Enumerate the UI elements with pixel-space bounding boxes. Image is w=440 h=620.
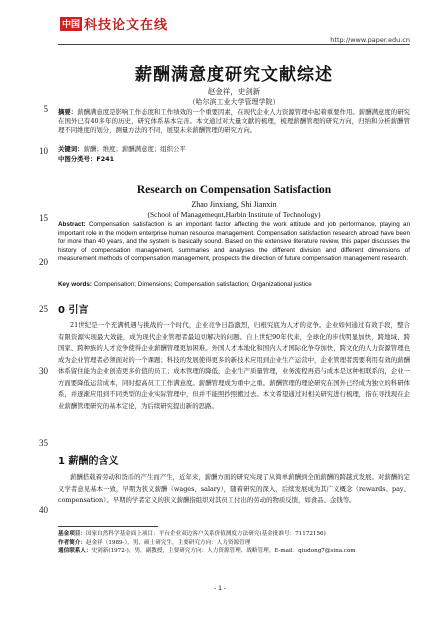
abstract-cn-text: 薪酬满意度是影响工作态度和工作绩效的一个重要因素，在现代企业人力资源管理中起着重要作用。薪酬满意度的研究在国外已有40多年的历史，研究体系基本完善。本文通过对大量文献的梳理，梳理薪酬管理的研究方向，归纳和分析薪酬管理不同维度的划分，测量方法的不同，展望未来薪酬管理的研究方向。 <box>58 108 411 134</box>
affiliation-en: (School of Managemeqnt,Harbin Institute of Technology) <box>147 210 321 219</box>
header-divider <box>58 44 410 45</box>
footnote-author-bio <box>58 539 410 548</box>
line-number: 40 <box>39 505 48 515</box>
keywords-en-text: Compensation; Dimensions; Compensation satisfaction; Organizational justice <box>93 281 312 288</box>
page-header <box>12 8 428 46</box>
logo-seal: 中国 <box>60 17 82 31</box>
authors-cn: 赵金祥，史剑新 <box>207 87 261 96</box>
page-number: - 1 - <box>214 585 226 592</box>
footnote-contact <box>58 547 410 556</box>
footnote-author-bio-label: 作者简介： <box>58 539 86 546</box>
paper-title-en: Research on Compensation Satisfaction <box>136 184 332 196</box>
site-logo[interactable] <box>60 14 168 33</box>
abstract-cn <box>58 108 410 135</box>
keywords-cn-text: 薪酬；维度；薪酬满意度；组织公平 <box>83 145 186 153</box>
line-number: 30 <box>39 366 48 376</box>
authors-en: Zhao Jinxiang, Shi Jianxin <box>191 200 277 209</box>
footnote-contact-label: 通信联系人： <box>58 548 92 554</box>
footnote-funding-label: 基金项目： <box>58 531 86 537</box>
footnote-funding-text: 国家自然科学基金面上项目：平台企业双边客户关系价值测度方法研究(基金批准号：71172156) <box>85 531 326 537</box>
line-number: 25 <box>39 304 48 314</box>
footnotes <box>58 530 410 556</box>
abstract-en-text: Compensation satisfaction is an important factor affecting the work attitude and job performance, playing an important role in the modern enterprise human resource management. Compensation satisfaction research abroad have been for more than 40 years, and the system is basically sound. Based on the extensive literature review, this paper discusses the history of compensation management, summaries and analyses the different division and different dimensions of measurement methods of compensation management, prospects the direction of future compensation management research. <box>58 221 410 263</box>
abstract-en-label: Abstract: <box>58 221 86 228</box>
section-heading-intro: 0 引言 <box>58 305 89 316</box>
affiliation-cn: （哈尔滨工业大学管理学院） <box>188 98 280 106</box>
logo-text: 科技论文在线 <box>84 18 169 33</box>
line-number: 15 <box>39 213 48 223</box>
classification-number: 中图分类号：F241 <box>58 155 115 163</box>
line-number: 5 <box>43 104 48 114</box>
footnote-contact-text: 史剑新(1972-)，男，副教授，主要研究方向：人力资源管理、战略管理。E-mail：qiudong7@sina.com <box>91 548 356 554</box>
abstract-cn-label: 摘要： <box>58 108 78 116</box>
section-body-definition: 薪酬搭载着劳动和货币的产生而产生，近年来，薪酬方面的研究实现了从简单薪酬到全面薪酬的跨越式发展。对薪酬的定义学者意见基本一致，早期为狭义薪酬（wages、salary），随着研究的深入，后续发展成为其广义概念（rewards、pay、compensation）。早期的学者定义的狭义薪酬指组织对其员工付出的劳动的物质反馈，如食品、金钱等。 <box>58 473 410 504</box>
line-number: 20 <box>39 257 48 267</box>
keywords-cn <box>58 145 410 154</box>
keywords-cn-label: 关键词： <box>58 145 84 153</box>
footnote-divider <box>58 526 158 527</box>
paper-title-cn: 薪酬满意度研究文献综述 <box>135 65 333 85</box>
section-heading-definition: 1 薪酬的含义 <box>58 456 119 467</box>
keywords-en-label: Key words: <box>58 281 92 288</box>
footnote-funding <box>58 530 410 539</box>
section-body-intro: 21世纪是一个充满机遇与挑战的一个时代，企业竞争日趋激烈，归根究底为人才的竞争。企业如何通过有效手段，整合有限资源实现最大效能，成为现代企业管理者最迫切解决的问题。自上世纪90年代来，全球化的步伐明显加快，跨地域、跨国家、跨种族的人才竞争使得企业薪酬管理更加困难。外国人才本地化和国内人才国际化争夺加快，跨文化的人力资源管理也成为企业管理者必须面对的一个课题；科技的发展使得更多的新技术应用到企业生产运营中，企业管理者需要利用有效的薪酬体系留住能为企业创造更多价值的员工；成本管理的降低，企业生产质量管理，业务流程再造与成本是这种相联系的，企业一方面要降低运营成本，同时提高员工工作满意度。薪酬管理成为重中之重。薪酬管理的理论研究在国外已经成为独立的科研体系，并逐渐应用到不同类型的企业实际管理中，但并不能照抄照搬过去。本文希望通过对相关研究进行梳理，指在寻找现在企业薪酬管理研究的基本定论，为后续研究提出新的思路。 <box>58 321 410 410</box>
line-number: 35 <box>39 438 48 448</box>
line-number: 10 <box>39 146 48 156</box>
site-url[interactable]: http://www.paper.edu.cn <box>330 36 410 44</box>
abstract-en <box>58 221 410 264</box>
keywords-en <box>58 281 410 290</box>
footnote-author-bio-text: 赵金祥（1989-），男，硕士研究生，主要研究方向：人力资源管理 <box>85 539 251 546</box>
